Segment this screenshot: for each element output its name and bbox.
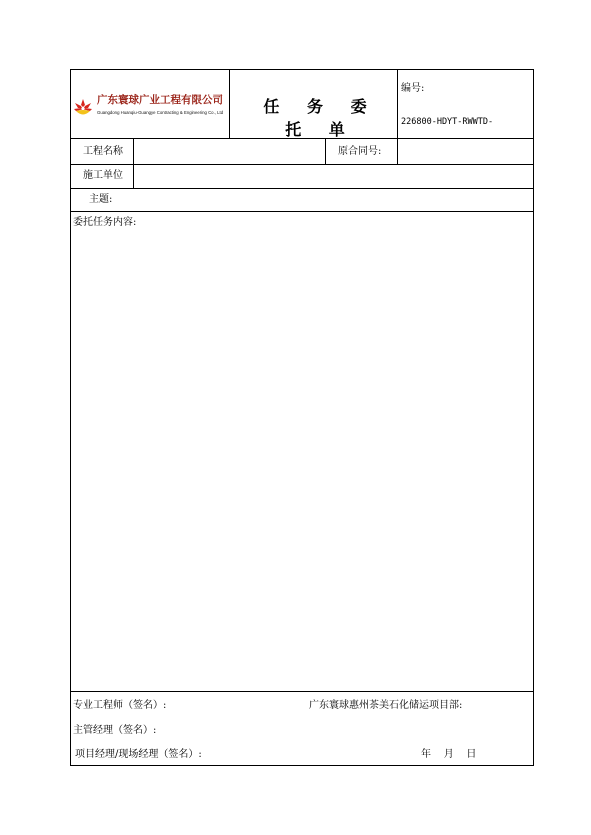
divider-field-labels — [133, 138, 134, 188]
company-name-cn: 广东寰球广业工程有限公司 — [97, 94, 223, 106]
rule-construction-unit — [71, 188, 533, 189]
divider-logo-title — [229, 70, 230, 138]
construction-unit-label: 施工单位 — [83, 170, 123, 181]
rule-project-name — [71, 164, 533, 165]
company-logo-icon — [73, 98, 93, 116]
rule-subject — [71, 211, 533, 212]
project-name-field[interactable] — [139, 146, 319, 158]
engineer-signature-label: 专业工程师（签名）: — [73, 700, 167, 711]
contract-no-field[interactable] — [391, 146, 526, 158]
code-label: 编号: — [401, 83, 425, 94]
document-title: 任 务 委 托 单 — [263, 97, 378, 139]
subject-label: 主题: — [89, 194, 113, 205]
rule-content-bottom — [71, 691, 533, 692]
task-entrustment-form — [70, 69, 534, 766]
project-name-label: 工程名称 — [83, 146, 123, 157]
code-value[interactable]: 226800-HDYT-RWWTD- — [401, 117, 494, 127]
contract-no-label: 原合同号: — [338, 146, 382, 157]
manager-signature-label: 主管经理（签名）: — [73, 725, 157, 736]
content-label: 委托任务内容: — [73, 217, 137, 228]
project-department: 广东寰球惠州茶美石化储运项目部: — [309, 700, 463, 711]
content-area[interactable] — [73, 232, 529, 687]
project-manager-signature-label: 项目经理/现场经理（签名）: — [75, 749, 202, 760]
date-label: 年 月 日 — [421, 749, 477, 760]
construction-unit-field[interactable] — [139, 170, 519, 182]
company-name-en: Guangdong Huanqiu-Guangye Contracting & Engineering Co., Ltd — [97, 110, 224, 115]
divider-contract-no — [325, 138, 326, 164]
